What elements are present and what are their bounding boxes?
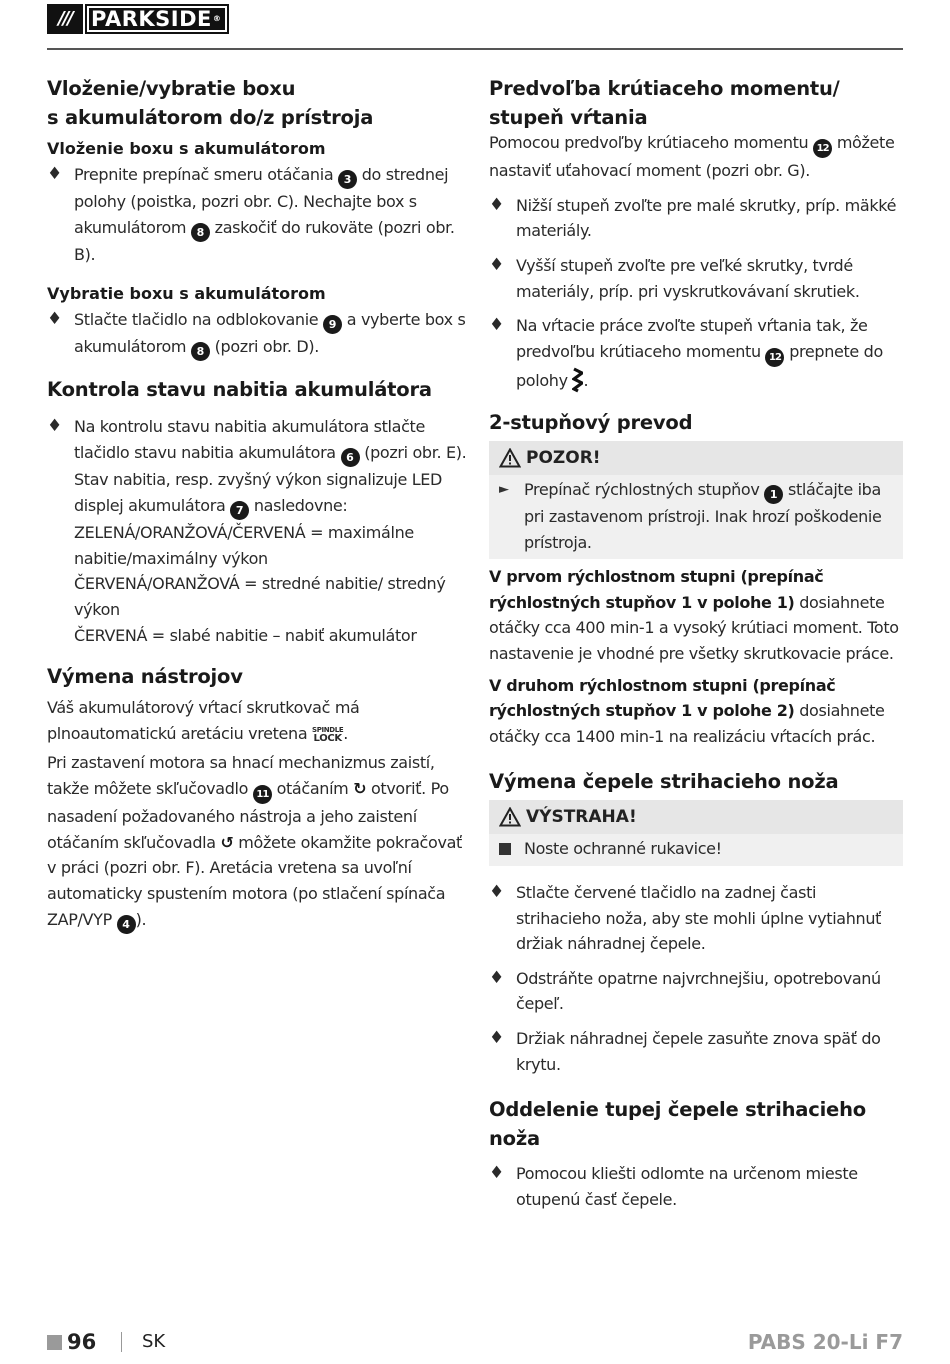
text: zaskočiť do rukoväte (pozri obr. B).: [74, 217, 455, 265]
ref-number-icon: 4: [117, 915, 136, 934]
warning-triangle-icon: [499, 448, 521, 468]
arrow-bullet-icon: ►: [499, 481, 509, 497]
text: Noste ochranné rukavice!: [524, 839, 722, 859]
rotate-clockwise-icon: ↻: [353, 778, 367, 798]
text: Pomocou kliešti odlomte na určenom mieste otupenú časť čepele.: [516, 1164, 858, 1209]
footer-square-icon: [47, 1335, 62, 1350]
text: (pozri obr. E). Stav nabitia, resp. zvyšný výkon signalizuje LED displej akumulátora: [74, 442, 467, 515]
paragraph: Váš akumulátorový vŕtací skrutkovač má plnoautomatickú aretáciu vretena SPINDLE LOCK .: [47, 698, 360, 744]
text: do strednej polohy (poistka, pozri obr. C). Nechajte box s akumulátorom: [74, 165, 449, 237]
list-item: [489, 1161, 903, 1212]
led-state-line: ČERVENÁ = slabé nabitie – nabiť akumulátor: [74, 625, 417, 645]
text: Stlačte červené tlačidlo na zadnej časti strihacieho noža, aby ste mohli úplne vytiahnuť držiak náhradnej čepele.: [516, 882, 882, 954]
left-column: [47, 74, 467, 934]
section-title-torque: [489, 74, 903, 132]
list-item: [47, 162, 467, 268]
diamond-bullet-icon: ♦: [489, 1027, 504, 1048]
text: Na kontrolu stavu nabitia akumulátora stlačte tlačidlo stavu nabitia akumulátora: [74, 417, 425, 462]
diamond-bullet-icon: ♦: [47, 308, 62, 329]
text: Nižší stupeň zvoľte pre malé skrutky, príp. mäkké materiály.: [516, 195, 897, 241]
list-item: [489, 193, 903, 244]
subsection-title-remove: Vybratie boxu s akumulátorom: [47, 283, 326, 303]
title-line: Vloženie/vybratie boxu: [47, 77, 296, 100]
text: Prepínač rýchlostných stupňov: [524, 479, 765, 499]
diamond-bullet-icon: ♦: [47, 416, 62, 437]
title-line: noža: [489, 1127, 540, 1151]
title-line: Predvoľba krútiaceho momentu/: [489, 77, 840, 100]
ref-number-icon: 3: [338, 170, 357, 189]
text: Prepnite prepínač smeru otáčania: [74, 165, 339, 184]
section-title-blade-break: [489, 1095, 903, 1153]
title-line: s akumulátorom do/z prístroja: [47, 106, 374, 129]
text: Pri zastavení motora sa hnací mechanizmus zaistí, takže môžete skľučovadlo: [47, 753, 435, 798]
language-code: SK: [142, 1331, 166, 1352]
page-footer: [47, 1326, 903, 1356]
text: (pozri obr. D).: [209, 337, 319, 357]
title-line: stupeň vŕtania: [489, 106, 648, 129]
list-item: [47, 307, 467, 362]
ref-number-icon: 12: [765, 348, 784, 367]
warning-banner: [489, 800, 903, 834]
diamond-bullet-icon: ♦: [489, 194, 504, 215]
paragraph: [489, 673, 903, 750]
text: ).: [135, 909, 147, 929]
list-item: [489, 1026, 903, 1077]
text: .: [583, 371, 589, 391]
ref-number-icon: 7: [230, 501, 249, 520]
text: a vyberte box s akumulátorom: [74, 309, 466, 357]
list-item: [499, 836, 893, 862]
text: môžete okamžite pokračovať v práci (pozri obr. F). Aretácia vretena sa uvoľní automaticky spustením motora (po stlačení spínača ZAP/VYP: [47, 832, 462, 929]
logo-brand: [85, 4, 229, 34]
caution-banner: [489, 441, 903, 475]
diamond-bullet-icon: ♦: [489, 967, 504, 988]
text: otvoriť. Po nasadení požadovaného nástroja a jeho zaistení otáčaním skľučovadla: [47, 778, 449, 852]
paragraph: [489, 564, 903, 666]
ref-number-icon: 8: [191, 342, 210, 361]
text: stláčajte iba pri zastavenom prístroji. Inak hrozí poškodenie prístroja.: [524, 479, 882, 552]
text: Na vŕtacie práce zvoľte stupeň vŕtania tak, že predvoľbu krútiaceho momentu: [516, 316, 868, 361]
list-item: [499, 477, 893, 555]
section-title-insert-remove: [47, 74, 467, 132]
list-item: [489, 253, 903, 304]
warning-body: [489, 834, 903, 866]
text: Držiak náhradnej čepele zasuňte znova späť do krytu.: [516, 1028, 881, 1074]
subsection-title-insert: Vloženie boxu s akumulátorom: [47, 139, 326, 158]
text: nasledovne:: [249, 495, 348, 515]
led-state-line: ZELENÁ/ORANŽOVÁ/ČERVENÁ = maximálne nabitie/maximálny výkon: [74, 523, 414, 568]
square-bullet-icon: [499, 843, 511, 855]
ref-number-icon: 1: [764, 485, 783, 504]
section-title-blade-change: Výmena čepele strihacieho noža: [489, 770, 839, 794]
model-name: PABS 20-Li F7: [747, 1330, 903, 1354]
section-title-gear: 2-stupňový prevod: [489, 410, 693, 434]
right-column: [489, 74, 903, 1212]
spindle-lock-bottom: LOCK: [313, 732, 342, 744]
logo-stripes: ///: [47, 4, 83, 34]
text: dosiahnete otáčky cca 400 min-1 a vysoký krútiaci moment. Toto nastavenie je vhodné pre všetky skrutkovacie práce.: [489, 592, 899, 664]
rotate-counterclockwise-icon: ↺: [220, 832, 234, 852]
bold-text: V prvom rýchlostnom stupni (prepínač rýchlostných stupňov 1 v polohe 1): [489, 567, 824, 612]
diamond-bullet-icon: ♦: [489, 315, 504, 336]
text: Vyšší stupeň zvoľte pre veľké skrutky, tvrdé materiály, príp. pri vyskrutkovávaní skrutiek.: [516, 256, 860, 301]
text: Odstráňte opatrne najvrchnejšiu, opotrebovanú čepeľ.: [516, 968, 881, 1014]
spindle-lock-icon: [312, 727, 343, 744]
ref-number-icon: 8: [191, 223, 210, 242]
list-item: [489, 880, 903, 957]
logo-brand-text: PARKSIDE: [91, 7, 212, 31]
bold-text: V druhom rýchlostnom stupni (prepínač rýchlostných stupňov 1 v polohe 2): [489, 675, 836, 721]
title-line: Oddelenie tupej čepele strihacieho: [489, 1098, 866, 1122]
text: Pomocou predvoľby krútiaceho momentu: [489, 133, 814, 152]
ref-number-icon: 12: [813, 139, 832, 158]
ref-number-icon: 6: [341, 448, 360, 467]
paragraph: [47, 750, 467, 934]
diamond-bullet-icon: ♦: [489, 1163, 504, 1184]
caution-body: [489, 475, 903, 559]
text: otáčaním: [271, 778, 354, 798]
spindle-lock-top: SPINDLE: [312, 725, 344, 734]
drill-mode-icon: [572, 367, 583, 393]
diamond-bullet-icon: ♦: [489, 881, 504, 902]
text: môžete nastaviť uťahovací moment (pozri obr. G).: [489, 133, 895, 181]
header-rule: [47, 48, 903, 50]
parkside-logo: [47, 4, 229, 34]
text: Stlačte tlačidlo na odblokovanie: [74, 309, 324, 329]
diamond-bullet-icon: ♦: [489, 255, 504, 276]
list-item: [489, 966, 903, 1017]
logo-reg-mark: ®: [212, 14, 222, 23]
text: dosiahnete otáčky cca 1400 min-1 na realizáciu vŕtacích prác.: [489, 701, 885, 746]
list-item: [489, 313, 903, 393]
caution-label: POZOR!: [526, 447, 601, 468]
section-title-tool-change: Výmena nástrojov: [47, 665, 243, 689]
ref-number-icon: 11: [253, 785, 272, 804]
warning-label: VÝSTRAHA!: [526, 807, 637, 828]
diamond-bullet-icon: ♦: [47, 164, 62, 184]
paragraph: [489, 130, 903, 184]
footer-divider: [121, 1332, 122, 1352]
text: Váš akumulátorový vŕtací skrutkovač má plnoautomatickú aretáciu vretena: [47, 698, 360, 743]
ref-number-icon: 9: [323, 315, 342, 334]
led-state-line: ČERVENÁ/ORANŽOVÁ = stredné nabitie/ stredný výkon: [74, 574, 446, 619]
text: prepnete do polohy: [516, 341, 883, 391]
warning-triangle-icon: [499, 807, 521, 827]
list-item: [47, 414, 467, 648]
page-number: 96: [67, 1330, 97, 1354]
section-title-charge-check: Kontrola stavu nabitia akumulátora: [47, 378, 432, 402]
